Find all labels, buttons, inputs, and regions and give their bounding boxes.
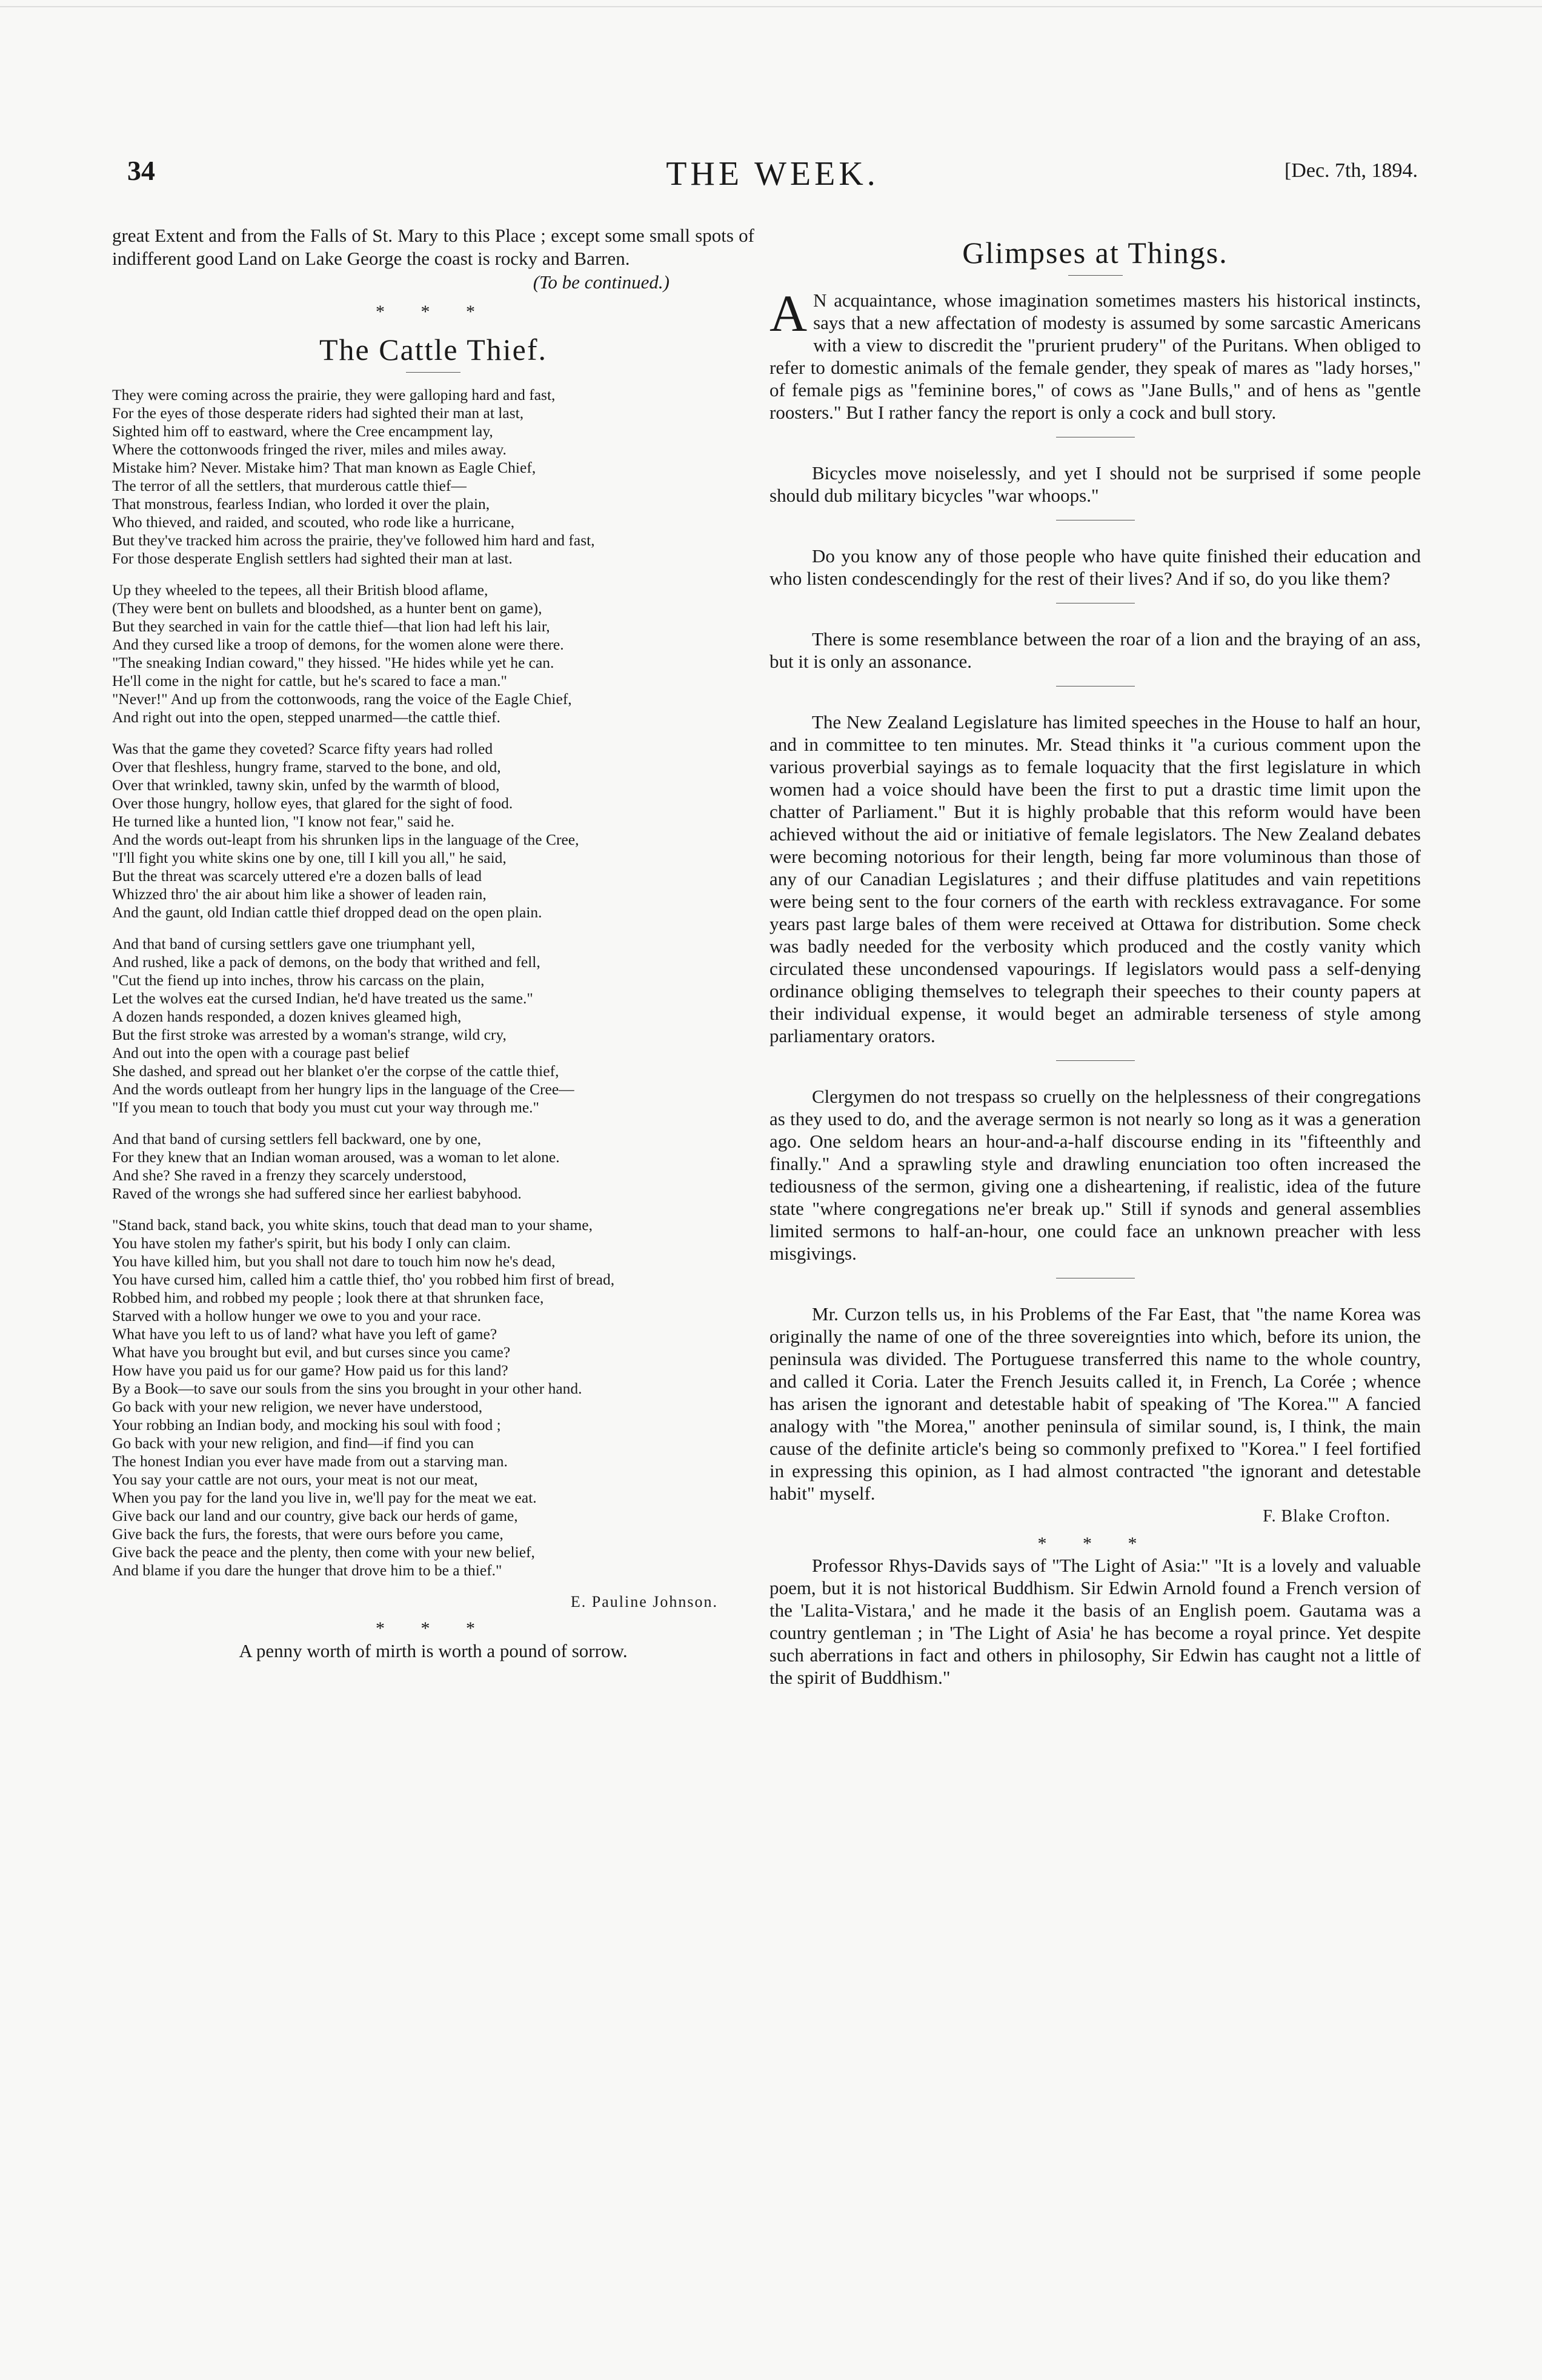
poem-line: And blame if you dare the hunger that drove him to be a thief." (112, 1561, 502, 1579)
column-title: Glimpses at Things. (962, 236, 1228, 270)
poem-line: What have you brought but evil, and but curses since you came? (112, 1343, 511, 1361)
poem-body (112, 386, 754, 1580)
poem-line: Go back with your new religion, and find—if find you can (112, 1434, 474, 1452)
article-paragraph: Bicycles move noiselessly, and yet I should not be surprised if some people should dub military bicycles "war whoops." (769, 462, 1421, 506)
poem-line: Was that the game they coveted? Scarce fifty years had rolled (112, 740, 493, 757)
poem-line: How have you paid us for our game? How paid us for this land? (112, 1361, 508, 1379)
right-column (769, 224, 1421, 1689)
poem-line: Where the cottonwoods fringed the river, miles and miles away. (112, 440, 507, 458)
poem-line: When you pay for the land you live in, we'll pay for the meat we eat. (112, 1489, 537, 1506)
continued-text: great Extent and from the Falls of St. Mary to this Place ; except some small spots of indifferent good Land on Lake George the coast is rocky and Barren. (112, 225, 754, 269)
poem-line: He'll come in the night for cattle, but he's scared to face a man." (112, 672, 507, 690)
poem-stanza-6 (112, 1216, 754, 1580)
poem-line: You have cursed him, called him a cattle thief, tho' you robbed him first of bread, (112, 1271, 615, 1288)
poem-line: What have you left to us of land? what have you left of game? (112, 1325, 497, 1343)
poem-line: And rushed, like a pack of demons, on the body that writhed and fell, (112, 953, 540, 971)
poem-line: She dashed, and spread out her blanket o'er the corpse of the cattle thief, (112, 1062, 559, 1080)
poem-line: And that band of cursing settlers gave one triumphant yell, (112, 935, 476, 952)
poem-line: "If you mean to touch that body you must cut your way through me." (112, 1099, 539, 1116)
paragraph-text: N acquaintance, whose imagination sometimes masters his historical instincts, says that a new affectation of modesty is assumed by some sarcastic Americans with a view to discredit the "prurient prudery" of the Puritans. When obliged to refer to domestic animals of the female gender, they speak of mares as "lady horses," of female pigs as "feminine bores," of cows as "Jane Bulls," and of hens as "gentle roosters." But I rather fancy the report is only a cock and bull story. (769, 290, 1421, 423)
top-border-line (0, 6, 1542, 7)
poem-line: But the threat was scarcely uttered e're a dozen balls of lead (112, 867, 482, 885)
poem-stanza-5 (112, 1130, 754, 1203)
poem-line: You say your cattle are not ours, your meat is not our meat, (112, 1471, 478, 1488)
drop-cap: A (769, 284, 808, 342)
poem-line: And she? She raved in a frenzy they scarcely understood, (112, 1166, 467, 1184)
poem-line: Who thieved, and raided, and scouted, who rode like a hurricane, (112, 513, 515, 531)
page-header (127, 155, 1418, 197)
closing-proverb: A penny worth of mirth is worth a pound of sorrow. (239, 1640, 628, 1661)
poem-line: Sighted him off to eastward, where the Cree encampment lay, (112, 422, 493, 440)
poem-line: Give back our land and our country, give back our herds of game, (112, 1507, 518, 1524)
poem-stanza-4 (112, 935, 754, 1117)
article-paragraph: There is some resemblance between the roar of a lion and the braying of an ass, but it is only an assonance. (769, 628, 1421, 672)
poem-line: And out into the open with a courage past belief (112, 1044, 410, 1062)
to-be-continued: (To be continued.) (533, 271, 670, 293)
poem-line: (They were bent on bullets and bloodshed, as a hunter bent on game), (112, 599, 542, 617)
article-paragraph (769, 284, 1421, 424)
poem-line: Over that fleshless, hungry frame, starved to the bone, and old, (112, 758, 501, 776)
poem-line: But the first stroke was arrested by a woman's strange, wild cry, (112, 1026, 507, 1043)
poem-line: By a Book—to save our souls from the sins you brought in your other hand. (112, 1380, 582, 1397)
poem-line: Robbed him, and robbed my people ; look there at that shrunken face, (112, 1289, 544, 1306)
poem-line: But they searched in vain for the cattle thief—that lion had left his lair, (112, 617, 550, 635)
article-paragraph: Do you know any of those people who have quite finished their education and who listen condescendingly for the rest of their lives? And if so, do you like them? (769, 545, 1421, 589)
article-paragraph: Professor Rhys-Davids says of "The Light of Asia:" "It is a lovely and valuable poem, but it is not historical Buddhism. Sir Edwin Arnold found a French version of the 'Lalita-Vistara,' and he made it the basis of an English poem. Gautama was a country gentleman ; in 'The Light of Asia' he has become a royal prince. Yet despite such aberrations in fact and others in philosophy, Sir Edwin has caught not a little of the spirit of Buddhism." (769, 1555, 1421, 1688)
poem-line: And the words out-leapt from his shrunken lips in the language of the Cree, (112, 831, 579, 848)
section-divider-stars: * * * (376, 302, 491, 322)
poem-line: But they've tracked him across the prairie, they've followed him hard and fast, (112, 531, 595, 549)
poem-line: Mistake him? Never. Mistake him? That man known as Eagle Chief, (112, 459, 536, 476)
poem-line: A dozen hands responded, a dozen knives gleamed high, (112, 1008, 462, 1025)
poem-line: Over that wrinkled, tawny skin, unfed by the warmth of blood, (112, 776, 500, 794)
poem-line: That monstrous, fearless Indian, who lorded it over the plain, (112, 495, 490, 513)
poem-line: And the words outleapt from her hungry lips in the language of the Cree— (112, 1080, 574, 1098)
poem-line: Give back the peace and the plenty, then come with your new belief, (112, 1543, 535, 1561)
poem-line: Give back the furs, the forests, that were ours before you came, (112, 1525, 503, 1543)
poem-line: For the eyes of those desperate riders had sighted their man at last, (112, 404, 524, 422)
poem-line: They were coming across the prairie, they were galloping hard and fast, (112, 386, 556, 404)
section-divider-stars: * * * (1037, 1534, 1153, 1554)
article-paragraph: Clergymen do not trespass so cruelly on the helplessness of their congregations as they used to do, and the average sermon is not nearly so long as it was a generation ago. One seldom hears an hour-and-a-half discourse ending in its "fifteenthly and finally." And a sprawling style and drawling enunciation too often increased the tediousness of the sermon, giving one a disheartening, if realistic, idea of the future state "where congregations ne'er break up." Still if synods and general assemblies limited sermons to half-an-hour, one could face an unknown preacher with less misgivings. (769, 1086, 1421, 1264)
poem-line: Whizzed thro' the air about him like a shower of leaden rain, (112, 885, 487, 903)
title-rule (1068, 275, 1123, 276)
poem-line: Over those hungry, hollow eyes, that glared for the sight of food. (112, 794, 513, 812)
poem-line: He turned like a hunted lion, "I know not fear," said he. (112, 813, 455, 830)
poem-stanza-2 (112, 581, 754, 726)
poem-line: You have stolen my father's spirit, but his body I only can claim. (112, 1234, 511, 1252)
paragraph-separator (1056, 1060, 1135, 1061)
article-paragraph: The New Zealand Legislature has limited speeches in the House to half an hour, and in committee to ten minutes. Mr. Stead thinks it "a curious comment upon the various proverbial sayings as to female loquacity that the first legislature in which women had a voice should have been the first to put a drastic time limit upon the chatter of Parliament." But it is highly probable that this reform would have been achieved without the aid or initiative of female legislators. The New Zealand debates were becoming notorious for their length, being far more voluminous than those of any of our Canadian Legislatures ; and their diffuse platitudes and vain repetitions were being sent to the four corners of the earth with reckless extravagance. For some years past large bales of them were received at Ottawa for distribution. Some check was badly needed for the verbosity which produced and the costly vanity which circulated these uncondensed vapourings. If legislators would pass a self-denying ordinance obliging themselves to telegraph their speeches to their county papers at their individual expense, it would beget an admirable terseness of style among parliamentary orators. (769, 711, 1421, 1046)
poem-line: Starved with a hollow hunger we owe to you and your race. (112, 1307, 481, 1325)
title-rule (406, 372, 460, 373)
poem-line: Raved of the wrongs she had suffered since her earliest babyhood. (112, 1185, 522, 1202)
poem-line: "Never!" And up from the cottonwoods, rang the voice of the Eagle Chief, (112, 690, 572, 708)
poem-line: Up they wheeled to the tepees, all their British blood aflame, (112, 581, 488, 599)
left-column (112, 224, 754, 1662)
poem-line: Go back with your new religion, we never have understood, (112, 1398, 483, 1415)
poem-line: And that band of cursing settlers fell backward, one by one, (112, 1130, 481, 1148)
issue-date: [Dec. 7th, 1894. (1284, 159, 1418, 182)
poem-stanza-1 (112, 386, 754, 568)
poem-line: And right out into the open, stepped unarmed—the cattle thief. (112, 708, 500, 726)
poem-title: The Cattle Thief. (319, 333, 548, 367)
poem-line: "I'll fight you white skins one by one, till I kill you all," he said, (112, 849, 507, 866)
poem-line: The honest Indian you ever have made from out a starving man. (112, 1452, 508, 1470)
poem-line: Let the wolves eat the cursed Indian, he'd have treated us the same." (112, 989, 533, 1007)
section-divider-stars: * * * (376, 1618, 491, 1638)
poem-line: For they knew that an Indian woman aroused, was a woman to let alone. (112, 1148, 560, 1166)
poem-line: You have killed him, but you shall not dare to touch him now he's dead, (112, 1252, 556, 1270)
poem-line: For those desperate English settlers had sighted their man at last. (112, 550, 513, 567)
poem-line: Your robbing an Indian body, and mocking his soul with food ; (112, 1416, 501, 1434)
masthead: THE WEEK. (666, 155, 879, 193)
page-number: 34 (127, 155, 155, 186)
poem-line: "Cut the fiend up into inches, throw his carcass on the plain, (112, 971, 485, 989)
article-paragraph: Mr. Curzon tells us, in his Problems of the Far East, that "the name Korea was originally the name of one of the three sovereignties into which, before its union, the peninsula was divided. The Portuguese transferred this name to the whole country, and called it Coria. Later the French Jesuits called it, in French, La Corée ; whence has arisen the ignorant and detestable habit of speaking of 'The Korea.'" A fancied analogy with "the Morea," another peninsula of similar sound, is, I think, the main cause of the definite article's being so commonly prefixed to "Korea." I feel fortified in expressing this opinion, as I had almost contracted "the ignorant and detestable habit" myself. (769, 1303, 1421, 1504)
poem-signature: E. Pauline Johnson. (570, 1593, 718, 1610)
poem-stanza-3 (112, 740, 754, 922)
poem-line: The terror of all the settlers, that murderous cattle thief— (112, 477, 467, 494)
poem-line: And they cursed like a troop of demons, for the women alone were there. (112, 636, 564, 653)
poem-line: And the gaunt, old Indian cattle thief dropped dead on the open plain. (112, 903, 542, 921)
poem-line: "The sneaking Indian coward," they hissed. "He hides while yet he can. (112, 654, 554, 671)
poem-line: "Stand back, stand back, you white skins, touch that dead man to your shame, (112, 1216, 593, 1234)
article-signature: F. Blake Crofton. (1263, 1507, 1391, 1526)
